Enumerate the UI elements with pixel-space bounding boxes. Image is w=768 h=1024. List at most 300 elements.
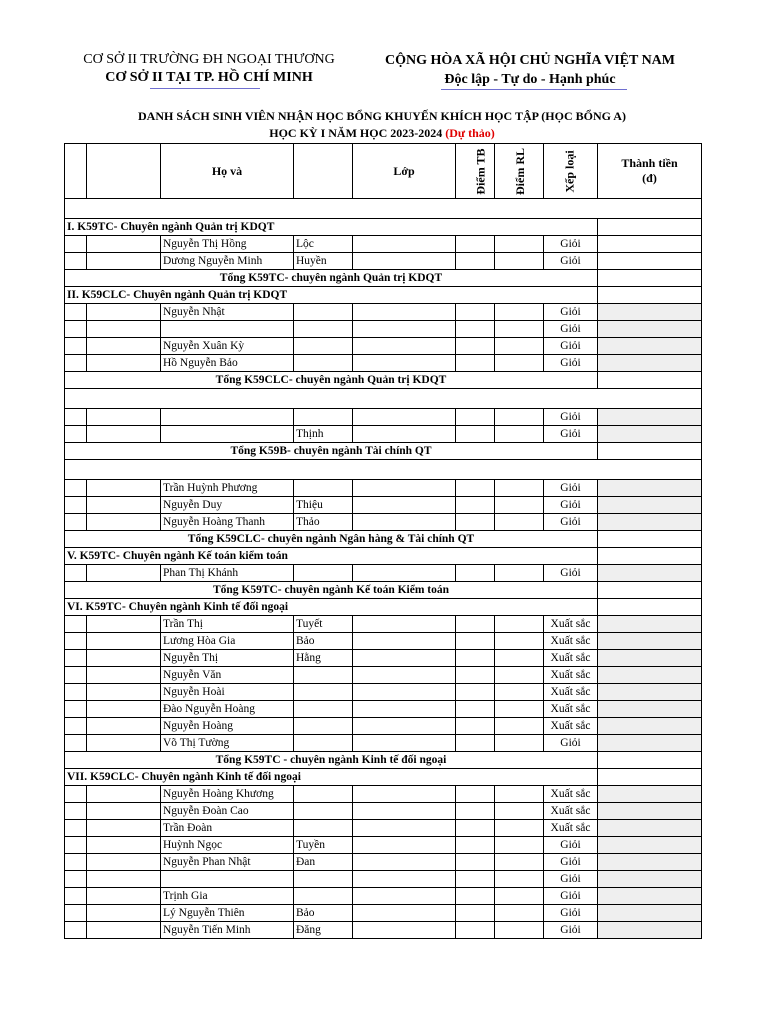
class-cell (353, 786, 456, 803)
table-row (65, 667, 702, 684)
gpa-cell (456, 735, 495, 752)
student-given-name (294, 338, 353, 355)
table-row (65, 616, 702, 633)
mssv-cell (87, 426, 161, 443)
gpa-cell (456, 718, 495, 735)
section-header-row (65, 769, 702, 786)
stt-cell (65, 718, 87, 735)
header-thanh-tien (598, 144, 702, 199)
conduct-cell (495, 701, 544, 718)
gpa-cell (456, 871, 495, 888)
gpa-cell (456, 409, 495, 426)
stt-cell (65, 888, 87, 905)
table-row (65, 905, 702, 922)
amount-cell (598, 633, 702, 650)
student-surname: Nguyễn Đoàn Cao (161, 803, 294, 820)
amount-cell (598, 888, 702, 905)
amount-cell (598, 667, 702, 684)
gpa-cell (456, 355, 495, 372)
class-cell (353, 718, 456, 735)
student-surname: Hồ Nguyễn Bảo (161, 355, 294, 372)
classification-cell: Giỏi (544, 355, 598, 372)
student-surname (161, 426, 294, 443)
conduct-cell (495, 905, 544, 922)
classification-cell: Giỏi (544, 321, 598, 338)
amount-cell (598, 871, 702, 888)
gpa-cell (456, 633, 495, 650)
class-cell (353, 355, 456, 372)
table-row (65, 565, 702, 582)
student-surname: Nguyễn Xuân Kỳ (161, 338, 294, 355)
conduct-cell (495, 803, 544, 820)
table-row (65, 786, 702, 803)
mssv-cell (87, 633, 161, 650)
spacer-row (65, 389, 702, 409)
class-cell (353, 905, 456, 922)
mssv-cell (87, 820, 161, 837)
institution-underline (150, 88, 260, 89)
mssv-cell (87, 854, 161, 871)
amount-cell (598, 304, 702, 321)
student-given-name (294, 718, 353, 735)
amount-cell (598, 735, 702, 752)
classification-cell: Xuất sắc (544, 616, 598, 633)
mssv-cell (87, 338, 161, 355)
student-surname: Nguyễn Tiến Minh (161, 922, 294, 939)
spacer-cell (65, 460, 702, 480)
amount-cell (598, 718, 702, 735)
semester-label: HỌC KỲ I NĂM HỌC 2023-2024 (269, 126, 443, 140)
subtotal-label: Tổng K59TC- chuyên ngành Kế toán Kiểm toán (65, 582, 598, 599)
student-given-name: Tuyết (294, 616, 353, 633)
class-cell (353, 871, 456, 888)
student-given-name (294, 888, 353, 905)
student-given-name (294, 565, 353, 582)
conduct-cell (495, 497, 544, 514)
section-title: VI. K59TC- Chuyên ngành Kinh tế đối ngoại (65, 599, 598, 616)
conduct-cell (495, 304, 544, 321)
student-surname: Phan Thị Khánh (161, 565, 294, 582)
stt-cell (65, 650, 87, 667)
class-cell (353, 236, 456, 253)
stt-cell (65, 565, 87, 582)
class-cell (353, 803, 456, 820)
student-surname: Nguyễn Nhật (161, 304, 294, 321)
class-cell (353, 253, 456, 270)
subtotal-label: Tổng K59TC - chuyên ngành Kinh tế đối ngoại (65, 752, 598, 769)
student-given-name (294, 701, 353, 718)
table-row (65, 497, 702, 514)
mssv-cell (87, 718, 161, 735)
student-given-name (294, 304, 353, 321)
section-header-row (65, 548, 702, 565)
student-given-name: Bảo (294, 905, 353, 922)
classification-cell: Xuất sắc (544, 820, 598, 837)
mssv-cell (87, 735, 161, 752)
subtotal-row (65, 270, 702, 287)
mssv-cell (87, 667, 161, 684)
mssv-cell (87, 565, 161, 582)
conduct-cell (495, 409, 544, 426)
stt-cell (65, 426, 87, 443)
scholarship-table (64, 143, 702, 939)
class-cell (353, 837, 456, 854)
classification-cell: Giỏi (544, 905, 598, 922)
stt-cell (65, 633, 87, 650)
amount-cell (598, 287, 702, 304)
gpa-cell (456, 338, 495, 355)
amount-cell (598, 253, 702, 270)
student-surname: Nguyễn Thị Hồng (161, 236, 294, 253)
student-surname: Trần Thị (161, 616, 294, 633)
stt-cell (65, 409, 87, 426)
subtotal-label: Tổng K59CLC- chuyên ngành Quản trị KDQT (65, 372, 598, 389)
conduct-cell (495, 718, 544, 735)
conduct-cell (495, 837, 544, 854)
classification-cell: Xuất sắc (544, 684, 598, 701)
conduct-cell (495, 236, 544, 253)
subtotal-row (65, 531, 702, 548)
student-given-name: Thịnh (294, 426, 353, 443)
classification-cell: Xuất sắc (544, 667, 598, 684)
classification-cell: Giỏi (544, 871, 598, 888)
table-header-row (65, 144, 702, 199)
class-cell (353, 633, 456, 650)
student-surname: Nguyễn Phan Nhật (161, 854, 294, 871)
subtotal-row (65, 372, 702, 389)
gpa-cell (456, 684, 495, 701)
amount-cell (598, 531, 702, 548)
table-row (65, 888, 702, 905)
student-given-name: Bảo (294, 633, 353, 650)
conduct-cell (495, 735, 544, 752)
motto-underline (441, 89, 627, 90)
header-ho-va: Họ và (161, 144, 294, 199)
mssv-cell (87, 905, 161, 922)
student-surname: Nguyễn Thị (161, 650, 294, 667)
amount-cell (598, 565, 702, 582)
classification-cell: Giỏi (544, 304, 598, 321)
table-row (65, 718, 702, 735)
gpa-cell (456, 905, 495, 922)
classification-cell: Giỏi (544, 480, 598, 497)
student-given-name (294, 735, 353, 752)
student-surname (161, 409, 294, 426)
class-cell (353, 922, 456, 939)
conduct-cell (495, 786, 544, 803)
student-given-name (294, 803, 353, 820)
mssv-cell (87, 650, 161, 667)
table-row (65, 480, 702, 497)
mssv-cell (87, 321, 161, 338)
student-given-name (294, 409, 353, 426)
stt-cell (65, 701, 87, 718)
stt-cell (65, 480, 87, 497)
conduct-cell (495, 253, 544, 270)
stt-cell (65, 905, 87, 922)
table-row (65, 820, 702, 837)
student-given-name: Lộc (294, 236, 353, 253)
conduct-cell (495, 480, 544, 497)
stt-cell (65, 684, 87, 701)
stt-cell (65, 837, 87, 854)
class-cell (353, 735, 456, 752)
subtotal-row (65, 752, 702, 769)
amount-cell (598, 480, 702, 497)
stt-cell (65, 321, 87, 338)
stt-cell (65, 514, 87, 531)
gpa-cell (456, 616, 495, 633)
conduct-cell (495, 514, 544, 531)
mssv-cell (87, 480, 161, 497)
mssv-cell (87, 616, 161, 633)
table-row (65, 409, 702, 426)
gpa-cell (456, 514, 495, 531)
student-surname: Lương Hòa Gia (161, 633, 294, 650)
institution-line-1: CƠ SỞ II TRƯỜNG ĐH NGOẠI THƯƠNG (83, 52, 335, 67)
amount-cell (598, 497, 702, 514)
classification-cell: Xuất sắc (544, 803, 598, 820)
student-given-name (294, 480, 353, 497)
class-cell (353, 650, 456, 667)
amount-cell (598, 616, 702, 633)
class-cell (353, 497, 456, 514)
class-cell (353, 409, 456, 426)
class-cell (353, 820, 456, 837)
student-given-name (294, 667, 353, 684)
institution-line-2: CƠ SỞ II TẠI TP. HỒ CHÍ MINH (105, 70, 313, 85)
diem-rl-label: Điểm RL (513, 147, 527, 195)
amount-cell (598, 321, 702, 338)
class-cell (353, 304, 456, 321)
amount-cell (598, 854, 702, 871)
class-cell (353, 854, 456, 871)
class-cell (353, 426, 456, 443)
table-row (65, 922, 702, 939)
classification-cell: Giỏi (544, 514, 598, 531)
mssv-cell (87, 888, 161, 905)
classification-cell: Xuất sắc (544, 786, 598, 803)
student-surname: Nguyễn Hoàng (161, 718, 294, 735)
conduct-cell (495, 426, 544, 443)
gpa-cell (456, 236, 495, 253)
spacer-row (65, 460, 702, 480)
table-row (65, 253, 702, 270)
amount-cell (598, 820, 702, 837)
student-surname: Nguyễn Hoàng Khương (161, 786, 294, 803)
student-surname: Võ Thị Tường (161, 735, 294, 752)
amount-cell (598, 236, 702, 253)
table-row (65, 355, 702, 372)
classification-cell: Xuất sắc (544, 633, 598, 650)
classification-cell: Giỏi (544, 338, 598, 355)
conduct-cell (495, 871, 544, 888)
student-surname: Dương Nguyễn Minh (161, 253, 294, 270)
stt-cell (65, 355, 87, 372)
table-row (65, 837, 702, 854)
class-cell (353, 888, 456, 905)
amount-cell (598, 443, 702, 460)
class-cell (353, 616, 456, 633)
classification-cell: Giỏi (544, 236, 598, 253)
student-given-name: Tuyền (294, 837, 353, 854)
gpa-cell (456, 497, 495, 514)
stt-cell (65, 803, 87, 820)
gpa-cell (456, 321, 495, 338)
student-surname: Nguyễn Hoài (161, 684, 294, 701)
classification-cell: Giỏi (544, 888, 598, 905)
document-subtitle (64, 125, 700, 141)
conduct-cell (495, 922, 544, 939)
student-surname: Trần Huỳnh Phương (161, 480, 294, 497)
header-diem-tb (456, 144, 495, 199)
classification-cell: Xuất sắc (544, 650, 598, 667)
mssv-cell (87, 786, 161, 803)
section-title: I. K59TC- Chuyên ngành Quản trị KDQT (65, 219, 598, 236)
gpa-cell (456, 480, 495, 497)
table-row (65, 735, 702, 752)
header-lop: Lớp (353, 144, 456, 199)
student-surname: Đào Nguyễn Hoàng (161, 701, 294, 718)
header-xep-loai (544, 144, 598, 199)
section-title: VII. K59CLC- Chuyên ngành Kinh tế đối ngoại (65, 769, 598, 786)
classification-cell: Giỏi (544, 426, 598, 443)
amount-cell (598, 426, 702, 443)
stt-cell (65, 922, 87, 939)
amount-cell (598, 599, 702, 616)
stt-cell (65, 735, 87, 752)
class-cell (353, 321, 456, 338)
conduct-cell (495, 888, 544, 905)
amount-cell (598, 922, 702, 939)
mssv-cell (87, 684, 161, 701)
gpa-cell (456, 922, 495, 939)
table-row (65, 633, 702, 650)
class-cell (353, 667, 456, 684)
class-cell (353, 701, 456, 718)
stt-cell (65, 871, 87, 888)
mssv-cell (87, 253, 161, 270)
section-title: V. K59TC- Chuyên ngành Kế toán kiểm toán (65, 548, 598, 565)
diem-tb-label: Điểm TB (473, 147, 488, 195)
stt-cell (65, 253, 87, 270)
classification-cell: Xuất sắc (544, 718, 598, 735)
amount-cell (598, 684, 702, 701)
mssv-cell (87, 701, 161, 718)
gpa-cell (456, 304, 495, 321)
conduct-cell (495, 684, 544, 701)
student-surname: Huỳnh Ngọc (161, 837, 294, 854)
amount-cell (598, 803, 702, 820)
class-cell (353, 514, 456, 531)
section-header-row (65, 219, 702, 236)
conduct-cell (495, 667, 544, 684)
gpa-cell (456, 888, 495, 905)
gpa-cell (456, 854, 495, 871)
student-surname: Trịnh Gia (161, 888, 294, 905)
conduct-cell (495, 820, 544, 837)
header-stt (65, 144, 87, 199)
header-ten (294, 144, 353, 199)
table-row (65, 871, 702, 888)
amount-cell (598, 837, 702, 854)
table-row (65, 854, 702, 871)
mssv-cell (87, 922, 161, 939)
stt-cell (65, 304, 87, 321)
document-title: DANH SÁCH SINH VIÊN NHẬN HỌC BỔNG KHUYẾN KHÍCH HỌC TẬP (HỌC BỔNG A) (138, 109, 626, 123)
student-given-name: Hằng (294, 650, 353, 667)
student-surname: Lý Nguyễn Thiên (161, 905, 294, 922)
classification-cell: Giỏi (544, 497, 598, 514)
gpa-cell (456, 837, 495, 854)
header-mssv (87, 144, 161, 199)
table-row (65, 701, 702, 718)
amount-cell (598, 786, 702, 803)
student-given-name: Đan (294, 854, 353, 871)
stt-cell (65, 616, 87, 633)
classification-cell: Giỏi (544, 565, 598, 582)
subtotal-row (65, 582, 702, 599)
classification-cell: Xuất sắc (544, 701, 598, 718)
stt-cell (65, 236, 87, 253)
table-row (65, 650, 702, 667)
student-surname: Nguyễn Duy (161, 497, 294, 514)
conduct-cell (495, 321, 544, 338)
student-given-name (294, 321, 353, 338)
gpa-cell (456, 426, 495, 443)
gpa-cell (456, 253, 495, 270)
class-cell (353, 565, 456, 582)
amount-cell (598, 219, 702, 236)
header-diem-rl (495, 144, 544, 199)
section-title: II. K59CLC- Chuyên ngành Quản trị KDQT (65, 287, 598, 304)
mssv-cell (87, 871, 161, 888)
class-cell (353, 684, 456, 701)
amount-cell (598, 769, 702, 786)
amount-cell (598, 650, 702, 667)
institution-header (64, 51, 354, 87)
xep-loai-label: Xếp loại (563, 149, 577, 193)
spacer-row (65, 199, 702, 219)
thanh-tien-label: Thành tiền (621, 156, 678, 170)
stt-cell (65, 786, 87, 803)
gpa-cell (456, 820, 495, 837)
section-header-row (65, 599, 702, 616)
conduct-cell (495, 355, 544, 372)
student-surname (161, 321, 294, 338)
subtotal-label: Tổng K59CLC- chuyên ngành Ngân hàng & Tài chính QT (65, 531, 598, 548)
student-surname: Nguyễn Hoàng Thanh (161, 514, 294, 531)
amount-cell (598, 514, 702, 531)
gpa-cell (456, 803, 495, 820)
student-given-name (294, 684, 353, 701)
subtotal-row (65, 443, 702, 460)
stt-cell (65, 497, 87, 514)
amount-cell (598, 409, 702, 426)
amount-cell (598, 355, 702, 372)
student-given-name: Đăng (294, 922, 353, 939)
national-motto-line-1: CỘNG HÒA XÃ HỘI CHỦ NGHĨA VIỆT NAM (384, 53, 675, 68)
classification-cell: Giỏi (544, 922, 598, 939)
classification-cell: Giỏi (544, 837, 598, 854)
student-given-name (294, 786, 353, 803)
amount-cell (598, 548, 702, 565)
mssv-cell (87, 304, 161, 321)
spacer-cell (65, 389, 702, 409)
table-row (65, 426, 702, 443)
student-surname: Trần Đoàn (161, 820, 294, 837)
section-header-row (65, 287, 702, 304)
